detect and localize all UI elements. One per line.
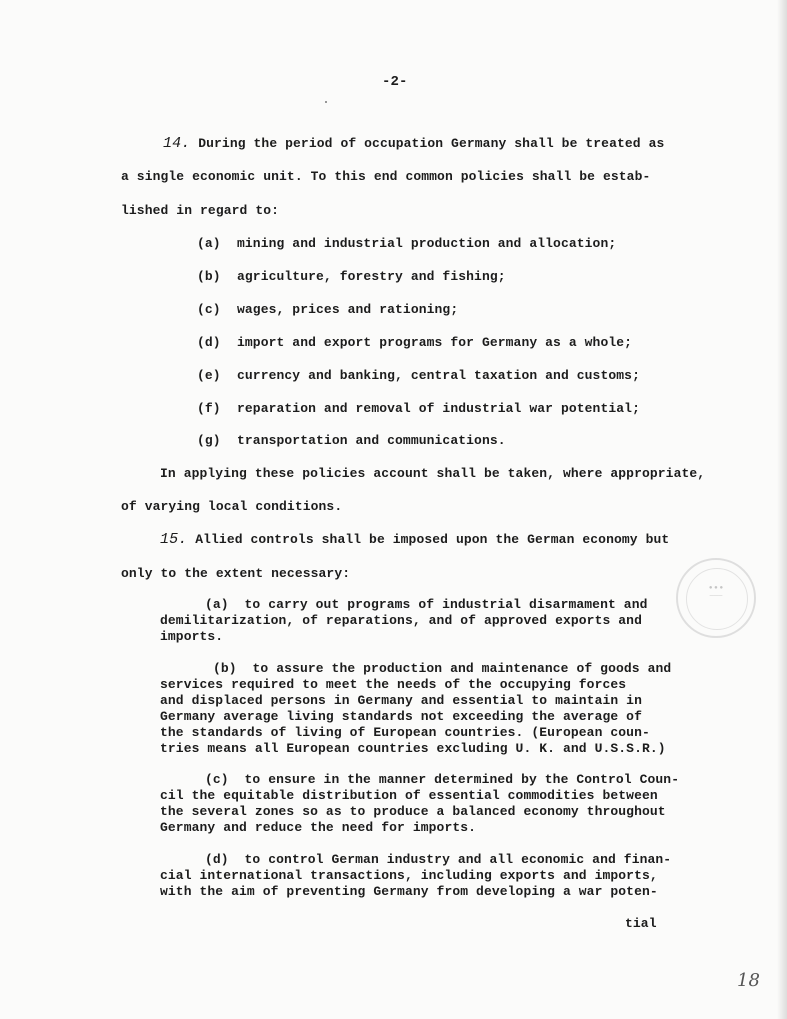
subitem-text: to carry out programs of industrial disarmament and	[244, 597, 648, 612]
section-15-b-line-2: services required to meet the needs of the occupying forces	[160, 677, 627, 692]
subitem-label: (d)	[205, 852, 229, 867]
item-text: reparation and removal of industrial war potential;	[237, 401, 640, 416]
section-14-item-g	[197, 433, 506, 448]
section-15-b-line-4: Germany average living standards not exceeding the average of	[160, 709, 642, 724]
page-number: -2-	[382, 74, 408, 90]
section-14-item-a	[197, 236, 616, 251]
subitem-text: to ensure in the manner determined by the Control Coun-	[244, 772, 680, 787]
catchword: tial	[625, 916, 657, 931]
subitem-text: to control German industry and all economic and finan-	[244, 852, 672, 867]
item-label: (b)	[197, 269, 221, 284]
section-15-b-line-1	[213, 661, 671, 676]
section-15-c-line-2: cil the equitable distribution of essential commodities between	[160, 788, 658, 803]
subitem-label: (b)	[213, 661, 237, 676]
section-15-line-1	[160, 531, 669, 548]
section-15-b-line-6: tries means all European countries excluding U. K. and U.S.S.R.)	[160, 741, 666, 756]
item-text: wages, prices and rationing;	[237, 302, 459, 317]
section-14-closing-1: In applying these policies account shall be taken, where appropriate,	[160, 466, 706, 481]
section-15-a-line-2: demilitarization, of reparations, and of approved exports and	[160, 613, 642, 628]
item-label: (c)	[197, 302, 221, 317]
section-15-b-line-5: the standards of living of European countries. (European coun-	[160, 725, 650, 740]
subitem-label: (c)	[205, 772, 229, 787]
section-14-item-d	[197, 335, 632, 350]
section-14-item-f	[197, 401, 640, 416]
section-14-item-e	[197, 368, 640, 383]
section-15-d-line-3: with the aim of preventing Germany from developing a war poten-	[160, 884, 658, 899]
section-15-a-line-3: imports.	[160, 629, 224, 644]
section-14-item-c	[197, 302, 458, 317]
item-label: (e)	[197, 368, 221, 383]
section-15-b-line-3: and displaced persons in Germany and essential to maintain in	[160, 693, 642, 708]
section-15-number: 15.	[160, 531, 188, 548]
section-14-line-2: a single economic unit. To this end common policies shall be estab-	[121, 169, 651, 184]
section-15-c-line-3: the several zones so as to produce a balanced economy throughout	[160, 804, 666, 819]
section-14-line-1	[163, 135, 664, 152]
section-15-text-1: Allied controls shall be imposed upon the German economy but	[195, 532, 670, 547]
item-text: import and export programs for Germany as a whole;	[237, 335, 633, 350]
section-15-c-line-4: Germany and reduce the need for imports.	[160, 820, 477, 835]
subitem-text: to assure the production and maintenance of goods and	[252, 661, 672, 676]
section-15-d-line-2: cial international transactions, including exports and imports,	[160, 868, 658, 883]
section-14-item-b	[197, 269, 506, 284]
section-15-a-line-1	[205, 597, 648, 612]
item-text: agriculture, forestry and fishing;	[237, 269, 506, 284]
section-14-text-1: During the period of occupation Germany shall be treated as	[198, 136, 665, 151]
item-text: currency and banking, central taxation and customs;	[237, 368, 640, 383]
section-14-line-3: lished in regard to:	[121, 203, 280, 218]
speck	[325, 101, 327, 103]
item-label: (a)	[197, 236, 221, 251]
section-15-line-2: only to the extent necessary:	[121, 566, 351, 581]
item-label: (g)	[197, 433, 221, 448]
item-label: (d)	[197, 335, 221, 350]
archive-stamp-seal	[676, 558, 756, 638]
archive-stamp-lettering: ● ● ● ───	[708, 585, 724, 599]
subitem-label: (a)	[205, 597, 229, 612]
item-text: transportation and communications.	[237, 433, 506, 448]
handwritten-page-number: 18	[737, 970, 760, 991]
section-15-c-line-1	[205, 772, 679, 787]
page-edge-shadow	[777, 0, 787, 1019]
section-14-closing-2: of varying local conditions.	[121, 499, 343, 514]
item-label: (f)	[197, 401, 221, 416]
item-text: mining and industrial production and allocation;	[237, 236, 617, 251]
section-14-number: 14.	[163, 135, 191, 152]
section-15-d-line-1	[205, 852, 671, 867]
